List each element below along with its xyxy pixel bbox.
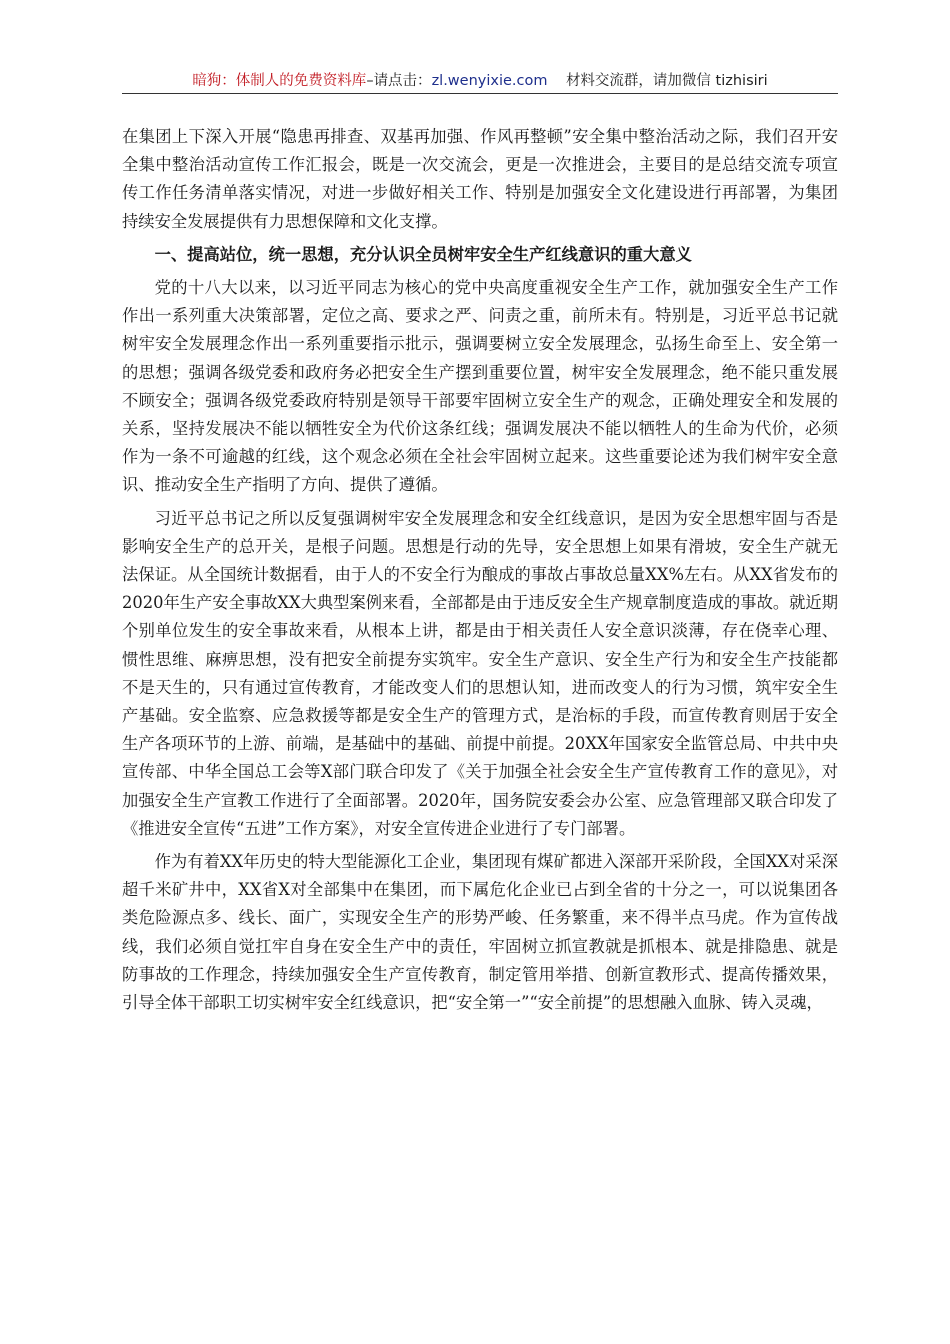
header-spacer bbox=[548, 73, 566, 89]
body-paragraph-1: 党的十八大以来，以习近平同志为核心的党中央高度重视安全生产工作，就加强安全生产工作作出一系列重大决策部署，定位之高、要求之严、问责之重，前所未有。特别是，习近平总书记就树牢安全发展理念作出一系列重要指示批示，强调要树立安全发展理念，弘扬生命至上、安全第一的思想；强调各级党委和政府务必把安全生产摆到重要位置，树牢安全发展理念，绝不能只重发展不顾安全；强调各级党委政府特别是领导干部要牢固树立安全生产的观念，正确处理安全和发展的关系，坚持发展决不能以牺牲安全为代价这条红线；强调发展决不能以牺牲人的生命为代价，必须作为一条不可逾越的红线，这个观念必须在全社会牢固树立起来。这些重要论述为我们树牢安全意识、推动安全生产指明了方向、提供了遵循。 bbox=[122, 278, 838, 495]
body-paragraph-2: 习近平总书记之所以反复强调树牢安全发展理念和安全红线意识，是因为安全思想牢固与否是影响安全生产的总开关，是根子问题。思想是行动的先导，安全思想上如果有滑坡，安全生产就无法保证。从全国统计数据看，由于人的不安全行为酿成的事故占事故总量XX%左右。从XX省发布的2020年生产安全事故XX大典型案例来看，全部都是由于违反安全生产规章制度造成的事故。就近期个别单位发生的安全事故来看，从根本上讲，都是由于相关责任人安全意识淡薄，存在侥幸心理、惯性思维、麻痹思想，没有把安全前提夯实筑牢。安全生产意识、安全生产行为和安全生产技能都不是天生的，只有通过宣传教育，才能改变人们的思想认知，进而改变人的行为习惯，筑牢安全生产基础。安全监察、应急救援等都是安全生产的管理方式，是治标的手段，而宣传教育则居于安全生产各项环节的上游、前端，是基础中的基础、前提中前提。20XX年国家安全监管总局、中共中央宣传部、中华全国总工会等X部门联合印发了《关于加强全社会安全生产宣传教育工作的意见》，对加强安全生产宣教工作进行了全面部署。2020年，国务院安委会办公室、应急管理部又联合印发了《推进安全宣传“五进”工作方案》，对安全宣传进企业进行了专门部署。 bbox=[122, 508, 838, 838]
header-divider bbox=[122, 93, 838, 94]
document-body bbox=[122, 123, 838, 1022]
header-site-name: 暗狗：体制人的免费资料库 bbox=[192, 73, 367, 89]
page-header bbox=[122, 70, 838, 92]
header-url-link[interactable]: zl.wenyixie.com bbox=[431, 73, 548, 89]
header-contact: 材料交流群，请加微信 tizhisiri bbox=[565, 73, 768, 89]
body-paragraph-3: 作为有着XX年历史的特大型能源化工企业，集团现有煤矿都进入深部开采阶段，全国XX对采深超千米矿井中，XX省X对全部集中在集团，而下属危化企业已占到全省的十分之一，可以说集团各类危险源点多、线长、面广，实现安全生产的形势严峻、任务繁重，来不得半点马虎。作为宣传战线，我们必须自觉扛牢自身在安全生产中的责任，牢固树立抓宣教就是抓根本、就是排隐患、就是防事故的工作理念，持续加强安全生产宣传教育，制定管用举措、创新宣教形式、提高传播效果，引导全体干部职工切实树牢安全红线意识，把“安全第一”“安全前提”的思想融入血脉、铸入灵魂， bbox=[122, 852, 838, 1013]
intro-paragraph: 在集团上下深入开展“隐患再排查、双基再加强、作风再整顿”安全集中整治活动之际，我们召开安全集中整治活动宣传工作汇报会，既是一次交流会，更是一次推进会，主要目的是总结交流专项宣传工作任务清单落实情况，对进一步做好相关工作、特别是加强安全文化建设进行再部署，为集团持续安全发展提供有力思想保障和文化支撑。 bbox=[122, 127, 838, 231]
header-click-prompt: –请点击： bbox=[366, 73, 432, 89]
section-heading: 一、提高站位，统一思想，充分认识全员树牢安全生产红线意识的重大意义 bbox=[154, 244, 692, 264]
